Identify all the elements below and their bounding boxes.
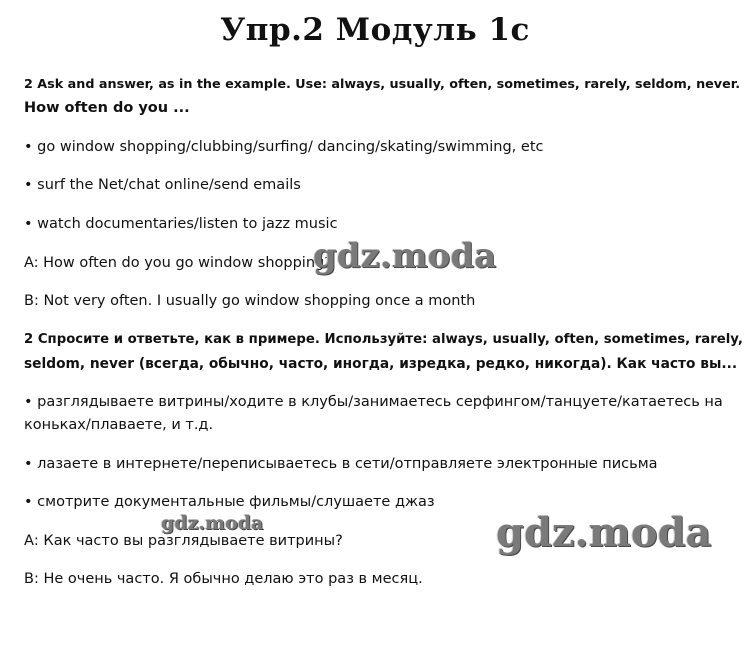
- watermark-1: gdz.moda: [313, 236, 497, 276]
- english-instruction-line-2: How often do you ...: [24, 100, 190, 116]
- russian-bullet-1-line-2: коньках/плаваете, и т.д.: [24, 417, 214, 433]
- page-title: Упр.2 Модуль 1с: [220, 12, 530, 48]
- russian-example-question: А: Как часто вы разглядываете витрины?: [24, 533, 343, 549]
- english-instruction-line-1: 2 Ask and answer, as in the example. Use: always, usually, often, sometimes, rarely, seldom, never.: [24, 77, 741, 92]
- english-example-question: A: How often do you go window shopping?: [24, 255, 332, 271]
- russian-bullet-3: • смотрите документальные фильмы/слушаете джаз: [24, 494, 435, 510]
- english-bullet-1: • go window shopping/clubbing/surfing/ dancing/skating/swimming, etc: [24, 139, 544, 155]
- english-bullet-2: • surf the Net/chat online/send emails: [24, 177, 301, 193]
- russian-example-answer: В: Не очень часто. Я обычно делаю это раз в месяц.: [24, 571, 423, 587]
- watermark-3: gdz.moda: [496, 509, 712, 556]
- watermark-2: gdz.moda: [161, 512, 264, 534]
- russian-instruction-line-2: seldom, never (всегда, обычно, часто, иногда, изредка, редко, никогда). Как часто вы...: [24, 356, 738, 372]
- english-bullet-3: • watch documentaries/listen to jazz music: [24, 216, 338, 232]
- russian-bullet-1-line-1: • разглядываете витрины/ходите в клубы/занимаетесь серфингом/танцуете/катаетесь на: [24, 394, 723, 410]
- russian-bullet-2: • лазаете в интернете/переписываетесь в сети/отправляете электронные письма: [24, 456, 658, 472]
- english-example-answer: B: Not very often. I usually go window shopping once a month: [24, 293, 476, 309]
- russian-instruction-line-1: 2 Спросите и ответьте, как в примере. Используйте: always, usually, often, sometimes, rarely,: [24, 332, 743, 347]
